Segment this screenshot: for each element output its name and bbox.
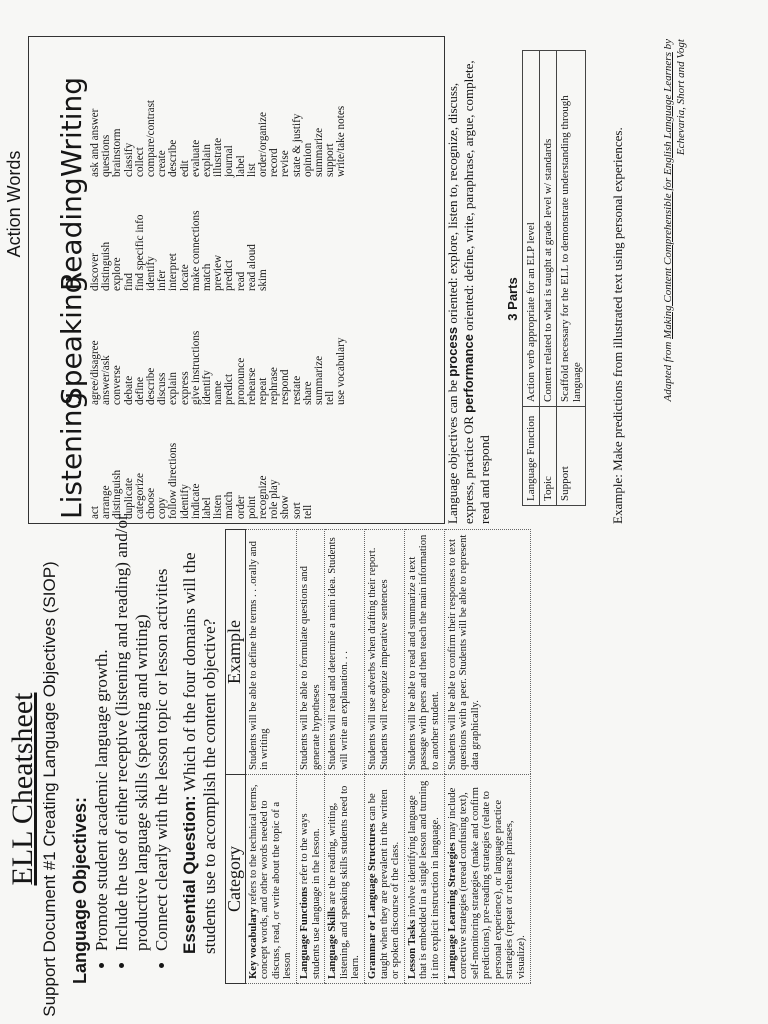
action-word: tell (301, 504, 314, 519)
action-word: brainstorm (111, 128, 124, 177)
action-word: read (234, 271, 247, 291)
action-word: choose (145, 487, 158, 519)
action-word: identify (178, 484, 191, 519)
adapted-prefix: Adapted from (662, 341, 674, 402)
part-key: Language Function (523, 407, 540, 506)
action-words-column (57, 43, 348, 177)
action-word: identify (145, 256, 158, 291)
table-row (404, 530, 444, 984)
action-word: explore (111, 257, 124, 291)
action-word: define (133, 377, 146, 405)
action-word: give instructions (189, 330, 202, 405)
part-value: Scaffold necessary for the ELL to demonstrate understanding through language (557, 51, 586, 407)
category-cell (404, 775, 444, 984)
action-word: predict (223, 373, 236, 405)
part-value: Action verb appropriate for an ELP level (523, 51, 540, 407)
action-word: repeat (257, 377, 270, 405)
action-word: infer (156, 269, 169, 291)
column-header: Writing (55, 77, 88, 177)
book-title: Making Content Comprehensible for English Language Learners (662, 52, 674, 339)
authors: Echevaria, Short and Vogt (675, 39, 687, 156)
action-word: classify (122, 142, 135, 177)
category-term: Lesson Tasks (406, 919, 418, 979)
action-word: label (201, 497, 214, 519)
action-word: use vocabulary (335, 337, 348, 405)
word-list (90, 43, 348, 177)
word-list (90, 407, 314, 519)
action-word: find (122, 272, 135, 291)
action-word: arrange (100, 485, 113, 519)
action-word: create (156, 150, 169, 177)
action-word: recognize (257, 475, 270, 519)
action-word: pronounce (234, 357, 247, 405)
action-words-column (57, 179, 269, 291)
action-word: rehearse (245, 367, 258, 405)
column-header: Speaking (55, 275, 88, 405)
action-word: share (301, 381, 314, 405)
action-word: collect (133, 147, 146, 177)
category-desc: involve identifying language that is embedded in a single lesson and turning it into explicit instruction in language. (406, 780, 441, 979)
example-cell: Students will read and determine a main idea. Students will write an explanation. . . (325, 530, 365, 775)
action-word: locate (178, 264, 191, 291)
essential-question-text: Which of the four domains will the students use to accomplish the content objective? (180, 552, 219, 954)
action-word: agree/disagree (89, 340, 101, 405)
action-word: express (178, 371, 191, 405)
example-cell: Students will be able to confirm their responses to text questions with a peer. Students will be able to represent data graphically. (444, 530, 530, 775)
action-word: copy (156, 497, 169, 519)
action-word: describe (145, 367, 158, 405)
table-row (296, 530, 324, 984)
language-objectives-heading: Language Objectives: (70, 796, 90, 984)
word-list (90, 179, 269, 291)
objective-bullet: • Connect clearly with the lesson topic or lesson activities (152, 511, 172, 951)
action-word: sort (290, 502, 303, 519)
action-word: match (201, 263, 214, 291)
action-word: preview (212, 254, 225, 291)
objective-bullet: • Include the use of either receptive (listening and reading) and/or productive language skills (speaking and writing) (112, 511, 152, 951)
category-desc: refer to the ways students use language in the lesson. (298, 813, 322, 979)
action-word: order/organize (257, 111, 270, 177)
three-parts-title: 3 Parts (505, 277, 520, 321)
action-word: indicate (189, 483, 202, 519)
action-word: label (234, 155, 247, 177)
action-word: ask and answer (89, 108, 101, 177)
action-words-title: Action Words (4, 150, 24, 258)
essential-question-label: Essential Question: (180, 795, 199, 954)
category-desc: can be taught when they are prevalent in the written or spoken discourse of the class. (366, 789, 402, 979)
action-word: identify (201, 370, 214, 405)
category-term: Language Skills (327, 906, 339, 979)
document-subtitle: Support Document #1 Creating Language Objectives (SIOP) (40, 561, 59, 1017)
column-header: Listening (55, 391, 88, 519)
action-word: discuss (156, 372, 169, 405)
category-cell (444, 775, 530, 984)
essential-question (180, 534, 220, 954)
action-word: distinguish (111, 469, 124, 519)
action-word: show (279, 495, 292, 519)
example-cell: Students will be able to read and summarize a text passage with peers and then teach the main information to another student. (404, 530, 444, 775)
example-cell: Students will be able to formulate questions and generate hypotheses (296, 530, 324, 775)
objective-types-text (445, 54, 493, 524)
objective-lead: Language objectives can be (445, 379, 460, 524)
action-word: follow directions (167, 442, 180, 519)
action-word: record (268, 148, 281, 177)
objective-bullet: • Promote student academic language growth. (92, 511, 112, 951)
action-word: write/take notes (335, 105, 348, 177)
table-row (325, 530, 365, 984)
part-key: Support (557, 407, 586, 506)
category-table (225, 529, 531, 984)
action-word: evaluate (189, 139, 202, 177)
adapted-suffix: by (662, 39, 674, 50)
action-word: name (212, 380, 225, 405)
action-word: opinion (301, 142, 314, 177)
action-word: act (89, 505, 101, 519)
action-word: explain (201, 144, 214, 177)
action-word: discover (89, 253, 101, 291)
action-word: skim (257, 269, 270, 291)
action-word: find specific info (133, 214, 146, 291)
action-word: make connections (189, 210, 202, 291)
action-word: duplicate (122, 477, 135, 519)
table-row (557, 51, 586, 506)
action-word: edit (178, 160, 191, 177)
action-word: predict (223, 259, 236, 291)
category-term: Language Learning Strategies (446, 842, 458, 979)
example-header: Example (226, 530, 246, 775)
three-parts-table (522, 50, 586, 506)
action-word: distinguish (100, 241, 113, 291)
category-term: Language Functions (298, 886, 310, 979)
language-objectives-list (92, 511, 172, 969)
category-term: Grammar or Language Structures (366, 823, 378, 979)
column-header: Reading (55, 177, 88, 291)
table-row (540, 51, 557, 506)
action-word: tell (324, 390, 337, 405)
action-word: list (245, 163, 258, 177)
example-text: Example: Make predictions from illustrated text using personal experiences. (610, 127, 625, 524)
process-term: process (445, 326, 460, 377)
action-word: rephrase (268, 367, 281, 405)
action-word: converse (111, 365, 124, 405)
action-word: summarize (313, 355, 326, 405)
action-word: questions (100, 134, 113, 177)
table-row (364, 530, 404, 984)
example-cell: Students will be able to define the terms . . .orally and in writing (245, 530, 296, 775)
action-word: point (245, 496, 258, 519)
category-cell (364, 775, 404, 984)
category-table-header (226, 530, 246, 984)
action-word: debate (122, 375, 135, 405)
category-desc: are the reading, writing, listening, and speaking skills students need to learn. (327, 785, 362, 979)
category-term: Key vocabulary (247, 907, 259, 979)
category-cell (296, 775, 324, 984)
part-value: Content related to what is taught at grade level w/ standards (540, 51, 557, 407)
action-word: respond (279, 369, 292, 405)
objective-mid-2: oriented: define, write, paraphrase, argue, complete, read and respond (461, 60, 492, 524)
table-row (523, 51, 540, 506)
action-word: order (234, 495, 247, 519)
action-word: interpret (167, 253, 180, 291)
action-word: categorize (133, 473, 146, 519)
performance-term: performance (461, 334, 476, 413)
action-word: role play (268, 479, 281, 519)
action-word: explain (167, 372, 180, 405)
action-word: match (223, 491, 236, 519)
category-cell (245, 775, 296, 984)
action-word: state & justify (290, 113, 303, 177)
action-word: revise (279, 150, 292, 177)
part-key: Topic (540, 407, 557, 506)
example-cell: Students will use adverbs when drafting their report. Students will recognize imperative sentences (364, 530, 404, 775)
action-word: support (324, 143, 337, 177)
action-word: read aloud (245, 244, 258, 291)
word-list (90, 293, 348, 405)
table-row (245, 530, 296, 984)
category-desc: may include corrective strategies (reread confusing text), self-monitoring strategies (make and confirm predictions), pre-reading strategies (relate to personal experience), or language practice strategies (repeat or rehearse phrases, visualize). (446, 787, 528, 979)
action-word: journal (223, 145, 236, 177)
action-word: summarize (313, 127, 326, 177)
document-title: ELL Cheatsheet (6, 692, 39, 886)
table-row (444, 530, 530, 984)
category-cell (325, 775, 365, 984)
action-word: compare/contrast (145, 99, 158, 177)
action-word: listen (212, 494, 225, 519)
action-words-box (28, 36, 445, 524)
action-word: restate (290, 375, 303, 405)
category-header: Category (226, 775, 246, 984)
action-word: answer/ask (100, 355, 113, 405)
action-word: illustrate (212, 137, 225, 177)
adapted-credit (662, 39, 688, 524)
objective-mid-1: oriented: explore, listen to, recognize, discuss, express, practice OR (445, 82, 476, 524)
category-desc: refers to the technical terms, concept words, and other words needed to discuss, read, or write about the topic of a lesson (247, 784, 294, 979)
action-word: describe (167, 139, 180, 177)
